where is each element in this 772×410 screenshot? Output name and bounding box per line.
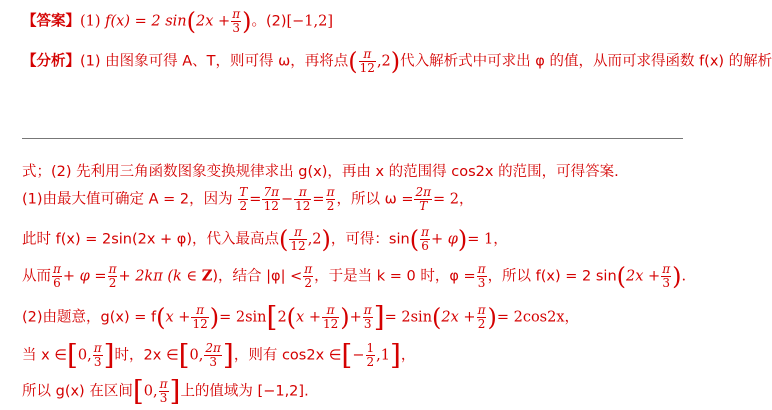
solution-line-2: 此时 f(x) = 2sin(2x + φ)，代入最高点( $\frac{\pi}{12}$ ,2)，可得：sin( $\frac{\pi}{6}$ + φ)= 1， xyxy=(22,225,508,254)
section-divider xyxy=(22,138,683,139)
analysis-tag: 【分析】 xyxy=(22,53,80,70)
fraction-pi-3: $\frac{\pi}{3}$ xyxy=(232,7,241,35)
fraction-pi-12: $\frac{\pi}{12}$ xyxy=(359,47,375,75)
analysis-continuation: 式；(2) 先利用三角函数图象变换规律求出 g(x)，再由 x 的范围得 cos2x 的范围，可得答案. xyxy=(22,164,619,180)
answer-fx: f(x) = 2 sin xyxy=(105,13,187,30)
answer-line: 【答案】(1) f(x) = 2 sin(2x + $\frac{\pi}{3}$ )。(2)[−1,2] xyxy=(22,7,334,36)
paren-open: ( xyxy=(186,7,197,36)
answer-part1: (1) xyxy=(80,13,101,30)
solution-line-4: (2)由题意，g(x) = f(x + $\frac{\pi}{12}$ )= 2sin[2(x + $\frac{\pi}{12}$ )+ $\frac{\pi}{3}$ ]= 2sin(2x + $\frac{\pi}{2}$ )= 2cos2x， xyxy=(22,300,580,334)
solution-line-5: 当 x ∈[0, $\frac{\pi}{3}$ ]时，2x ∈[0, $\frac{2\pi}{3}$ ]，则有 cos2x ∈[− $\frac{1}{2}$ ,1]， xyxy=(22,338,416,372)
analysis-line: 【分析】(1) 由图象可得 A、T，则可得 ω，再将点( $\frac{\pi}{12}$ ,2)代入解析式中可求出 φ 的值，从而可求得函数 f(x) 的解析 xyxy=(22,47,772,76)
solution-line-6: 所以 g(x) 在区间[0, $\frac{\pi}{3}$ ]上的值域为 [−1,2]. xyxy=(22,374,309,408)
solution-line-1: (1)由最大值可确定 A = 2，因为 $\frac{T}{2}$ = $\frac{7\pi}{12}$ − $\frac{\pi}{12}$ = $\frac{\pi}{2}$ ，所以 ω = $\frac{2\pi}{T}$ = 2， xyxy=(22,185,474,213)
answer-tag: 【答案】 xyxy=(22,13,80,30)
solution-line-3: 从而 $\frac{\pi}{6}$ + φ = $\frac{\pi}{2}$ + 2kπ (k ∈ Z)，结合 |φ| < $\frac{\pi}{2}$ ，于是当 k = 0 时，φ = $\frac{\pi}{3}$ ，所以 f(x) = 2 sin(2x + $\frac{\pi}{3}$ ). xyxy=(22,262,687,291)
paren-close: ) xyxy=(242,7,252,36)
answer-range: [−1,2] xyxy=(286,13,334,30)
